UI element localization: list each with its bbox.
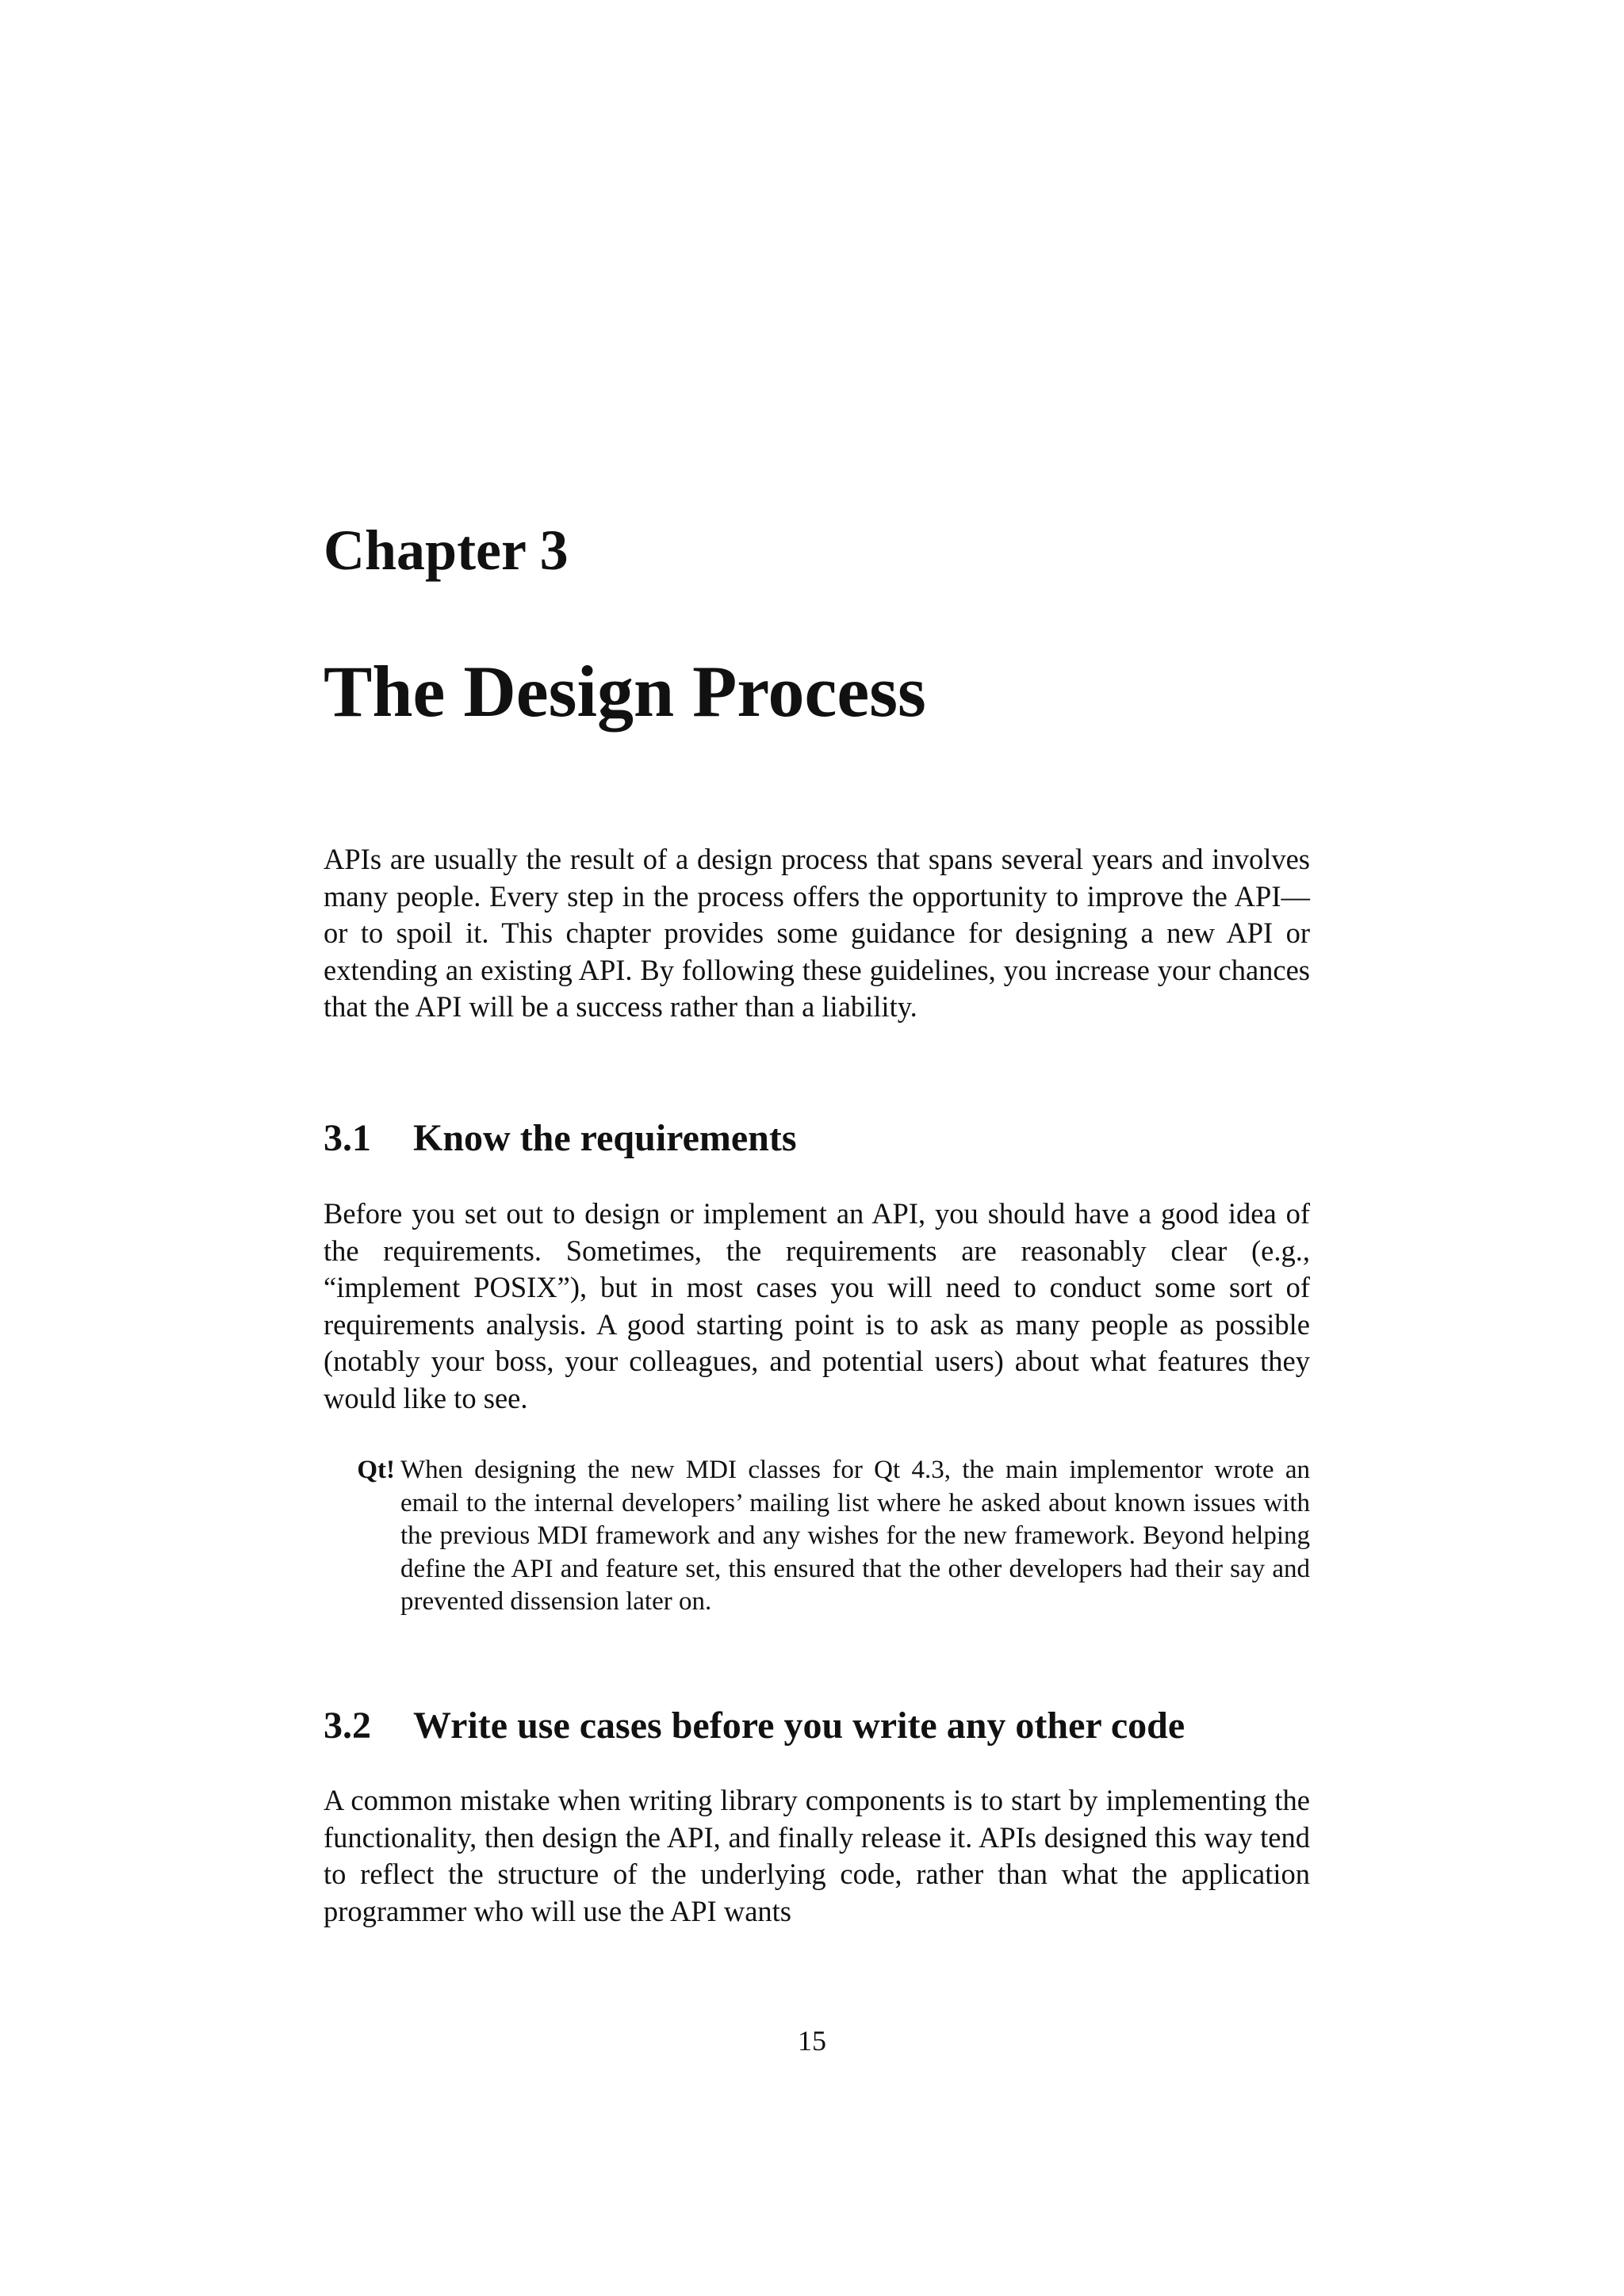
section-number: 3.2 <box>324 1705 371 1747</box>
section-number: 3.1 <box>324 1117 371 1159</box>
chapter-label: Chapter 3 <box>324 519 569 582</box>
section-heading-3-1 <box>324 1119 1310 1158</box>
section-title: Know the requirements <box>413 1117 797 1159</box>
section-title: Write use cases before you write any other code <box>413 1705 1185 1747</box>
intro-paragraph: APIs are usually the result of a design process that spans several years and involves many people. Every step in the process offers the opportunity to improve the API—or to spoil it. This chapter provides some guidance for designing a new API or extending an existing API. By following these guidelines, you increase your chances that the API will be a success rather than a liability. <box>324 843 1310 1023</box>
qt-note-label: Qt! <box>357 1456 395 1484</box>
section-3-2-paragraph: A common mistake when writing library components is to start by implementing the functionality, then design the API, and finally release it. APIs designed this way tend to reflect the structure of the underlying code, rather than what the application programmer who will use the API wants <box>324 1784 1310 1927</box>
qt-note-text: When designing the new MDI classes for Qt 4.3, the main implementor wrote an email to the internal developers’ mailing list where he asked about known issues with the previous MDI framework and any wishes for the new framework. Beyond helping define the API and feature set, this ensured that the other developers had their say and prevented dissension later on. <box>400 1456 1310 1616</box>
chapter-title: The Design Process <box>324 651 926 732</box>
section-3-1-paragraph: Before you set out to design or implement an API, you should have a good idea of the requirements. Sometimes, the requirements are reasonably clear (e.g., “implement POSIX”), but in most cases you will need to conduct some sort of requirements analysis. A good starting point is to ask as many people as possible (notably your boss, your colleagues, and potential users) about what features they would like to see. <box>324 1197 1310 1414</box>
section-heading-3-2 <box>324 1707 1310 1745</box>
page-number: 15 <box>798 2025 826 2057</box>
